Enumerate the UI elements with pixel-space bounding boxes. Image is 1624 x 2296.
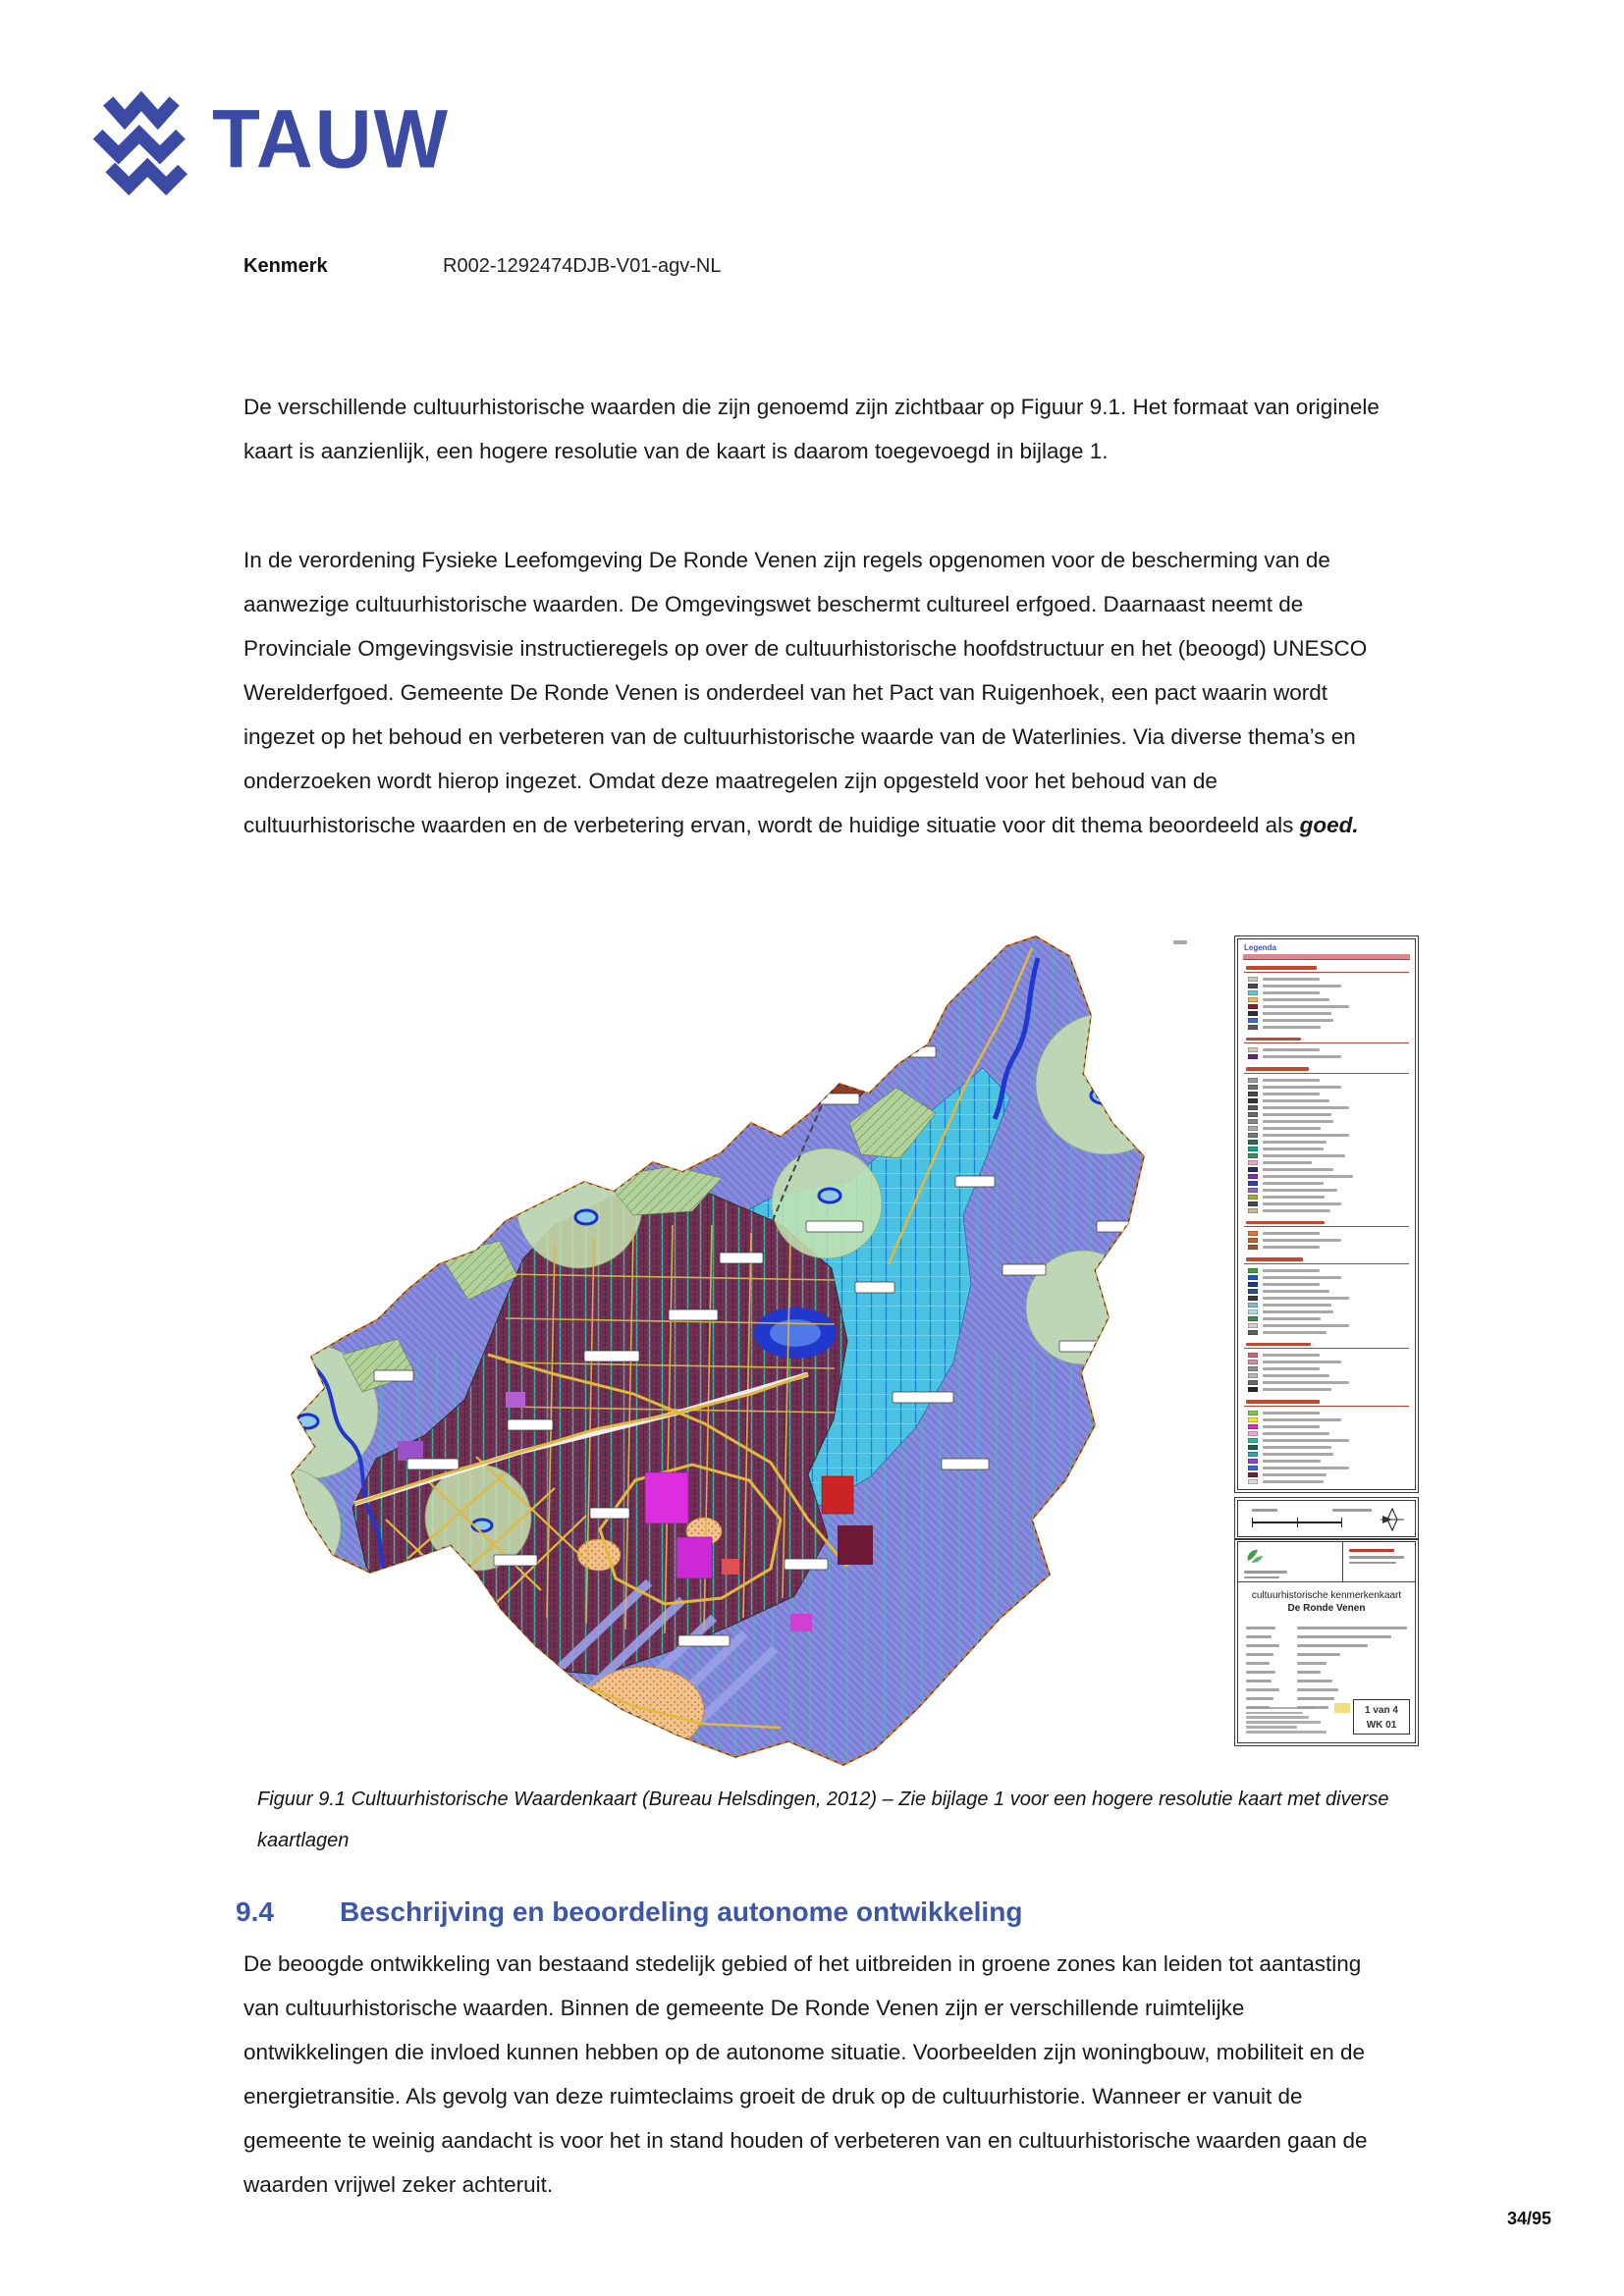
tauw-wave-icon	[88, 82, 198, 196]
titleblock-row	[1246, 1624, 1407, 1632]
sheet-code: WK 01	[1366, 1720, 1397, 1731]
legend-item	[1248, 1230, 1411, 1237]
figure-caption: Figuur 9.1 Cultuurhistorische Waardenkaart (Bureau Helsdingen, 2012) – Zie bijlage 1 voor een hogere resolutie kaart met diverse kaartlagen	[257, 1789, 1389, 1851]
legend-swatch	[1248, 1098, 1258, 1103]
legend-swatch	[1248, 1353, 1258, 1358]
legend-swatch	[1248, 1309, 1258, 1314]
legend-swatch	[1248, 1208, 1258, 1213]
legend-item-label	[1263, 1099, 1329, 1102]
legend-swatch	[1248, 1126, 1258, 1131]
legend-item	[1248, 1077, 1411, 1084]
legend-item-label	[1263, 1202, 1341, 1205]
legend-swatch	[1248, 1289, 1258, 1294]
legend-swatch	[1248, 1011, 1258, 1016]
legend-item-label	[1263, 1432, 1329, 1435]
legend-item-label	[1263, 1324, 1349, 1327]
legend-swatch	[1248, 1147, 1258, 1151]
legend-item	[1248, 1084, 1411, 1091]
sheet-number-box	[1353, 1699, 1410, 1735]
legend-item	[1248, 1010, 1411, 1017]
legend-item-label	[1263, 1460, 1321, 1463]
legend-item-label	[1263, 1317, 1321, 1320]
legend-item-label	[1263, 1381, 1349, 1384]
legend-item-label	[1263, 1290, 1329, 1293]
titleblock-title-line1: cultuurhistorische kenmerkenkaart	[1251, 1590, 1402, 1601]
legend-swatch	[1248, 1268, 1258, 1273]
legend-swatch	[1248, 1275, 1258, 1280]
legend-section-header	[1244, 1065, 1409, 1074]
legend-item	[1248, 1465, 1411, 1471]
legend-swatch	[1248, 1445, 1258, 1450]
map-titleblock	[1237, 1541, 1416, 1743]
legend-item-label	[1263, 1093, 1320, 1095]
legend-item	[1248, 1132, 1411, 1139]
legend-item	[1248, 1302, 1411, 1308]
legend-item-label	[1263, 1182, 1324, 1185]
logo-wordmark: TAUW	[212, 92, 450, 186]
kenmerk-label: Kenmerk	[244, 255, 328, 277]
legend-swatch	[1248, 1105, 1258, 1110]
legend-swatch	[1248, 1188, 1258, 1193]
legend-swatch	[1248, 1438, 1258, 1443]
legend-item	[1248, 1329, 1411, 1336]
legend-item-label	[1263, 1283, 1320, 1286]
legend-swatch	[1248, 1387, 1258, 1392]
legend-item	[1248, 1315, 1411, 1322]
scalebar-text	[1252, 1509, 1277, 1512]
legend-item-label	[1263, 1005, 1349, 1008]
titleblock-title	[1238, 1589, 1415, 1615]
legend-swatch	[1248, 1174, 1258, 1179]
legend-item-label	[1263, 1276, 1341, 1279]
legend-swatch	[1248, 1133, 1258, 1138]
legend-body	[1242, 964, 1411, 1485]
legend-item-label	[1263, 1367, 1320, 1370]
paragraph-regelgeving-text: In de verordening Fysieke Leefomgeving De Ronde Venen zijn regels opgenomen voor de bescherming van de aanwezige cultuurhistorische waarden. De Omgevingswet beschermt cultureel erfgoed. Daarnaast neemt de Provinciale Omgevingsvisie instructieregels op over de cultuurhistorische hoofdstructuur en het (beoogd) UNESCO Werelderfgoed. Gemeente De Ronde Venen is onderdeel van het Pact van Ruigenhoek, een pact waarin wordt ingezet op het behoud en verbeteren van de cultuurhistorische waarde van de Waterlinies. Via diverse thema’s en onderzoeken wordt hierop ingezet. Omdat deze maatregelen zijn opgesteld voor het behoud van de cultuurhistorische waarden en de verbetering ervan, wordt de huidige situatie voor dit thema beoordeeld als	[244, 548, 1368, 837]
legend-item	[1248, 1024, 1411, 1031]
legend-item	[1248, 1097, 1411, 1104]
legend-section-header	[1244, 964, 1409, 973]
helsdingen-logo-icon	[1244, 1547, 1266, 1565]
legend-item-label	[1263, 1127, 1321, 1130]
legend-swatch	[1248, 1238, 1258, 1243]
legend-item-label	[1263, 1086, 1341, 1089]
legend-swatch	[1248, 990, 1258, 995]
legend-item-label	[1263, 1246, 1320, 1249]
legend-item	[1248, 1437, 1411, 1444]
legend-item	[1248, 1379, 1411, 1386]
legend-swatch	[1248, 1472, 1258, 1477]
titleblock-partner-cell	[1343, 1542, 1415, 1581]
legend-item-label	[1263, 978, 1320, 981]
section-title: Beschrijving en beoordeling autonome ontwikkeling	[340, 1896, 1023, 1927]
legend-swatch	[1248, 984, 1258, 988]
legend-item	[1248, 1046, 1411, 1053]
legend-item-label	[1263, 1048, 1320, 1051]
legend-item	[1248, 983, 1411, 989]
scalebar-tick	[1297, 1518, 1298, 1527]
legend-swatch	[1248, 977, 1258, 982]
legend-item	[1248, 1201, 1411, 1207]
legend-swatch	[1248, 1092, 1258, 1096]
legend-item	[1248, 1458, 1411, 1465]
titleblock-row	[1246, 1650, 1407, 1659]
legend-item	[1248, 1478, 1411, 1485]
legend-swatch	[1248, 1078, 1258, 1083]
legend-item	[1248, 1180, 1411, 1187]
beoordeling-goed-emphasis: goed.	[1299, 813, 1359, 837]
legend-item	[1248, 1416, 1411, 1423]
titleblock-row	[1246, 1677, 1407, 1685]
legend-item-label	[1263, 1232, 1320, 1235]
paragraph-intro: De verschillende cultuurhistorische waarden die zijn genoemd zijn zichtbaar op Figuur 9.1. Het formaat van originele kaart is aanzienlijk, een hogere resolutie van de kaart is daarom toegevoegd in bijlage 1.	[244, 395, 1380, 463]
legend-swatch	[1248, 1366, 1258, 1371]
legend-item-label	[1263, 1480, 1324, 1483]
legend-item	[1248, 1104, 1411, 1111]
titleblock-logo-cell	[1238, 1542, 1343, 1581]
legend-title: Legenda	[1244, 943, 1276, 952]
legend-item-label	[1263, 1148, 1324, 1150]
titleblock-address	[1246, 1704, 1328, 1735]
legend-section-header	[1244, 1219, 1409, 1228]
legend-item-label	[1263, 1209, 1330, 1212]
kenmerk-value: R002-1292474DJB-V01-agv-NL	[443, 255, 722, 277]
legend-item-label	[1263, 1026, 1321, 1029]
legend-swatch	[1248, 1431, 1258, 1436]
scalebar-tick	[1252, 1518, 1253, 1527]
legend-swatch	[1248, 1479, 1258, 1484]
legend-item-label	[1263, 1113, 1331, 1116]
legend-item	[1248, 1365, 1411, 1372]
legend-item	[1248, 1166, 1411, 1173]
legend-swatch	[1248, 1167, 1258, 1172]
legend-swatch	[1248, 1004, 1258, 1009]
paragraph-autonome-ontwikkeling: De beoogde ontwikkeling van bestaand stedelijk gebied of het uitbreiden in groene zones kan leiden tot aantasting van cultuurhistorische waarden. Binnen de gemeente De Ronde Venen zijn er verschillende ruimtelijke ontwikkelingen die invloed kunnen hebben op de autonome situatie. Voorbeelden zijn woningbouw, mobiliteit en de energietransitie. Als gevolg van deze ruimteclaims groeit de druk op de cultuurhistorie. Wanneer er vanuit de gemeente te weinig aandacht is voor het in stand houden of verbeteren van en cultuurhistorische waarden gaan de waarden vrijwel zeker achteruit.	[244, 1951, 1368, 2197]
legend-item	[1248, 1244, 1411, 1251]
figure-cultuurhistorische-waardenkaart	[260, 931, 1424, 1767]
legend-section-header	[1244, 1255, 1409, 1264]
legend-item	[1248, 996, 1411, 1003]
legend-item-label	[1263, 1354, 1320, 1357]
legend-item	[1248, 1207, 1411, 1214]
legend-item	[1248, 1430, 1411, 1437]
legend-item-label	[1263, 1331, 1326, 1334]
legend-item	[1248, 1053, 1411, 1060]
legend-item	[1248, 1352, 1411, 1359]
legend-item-label	[1263, 1168, 1333, 1171]
legend-swatch	[1248, 1296, 1258, 1301]
titleblock-title-line2: De Ronde Venen	[1287, 1603, 1366, 1614]
legend-item-label	[1263, 1418, 1341, 1421]
legend-item	[1248, 989, 1411, 996]
legend-item	[1248, 1372, 1411, 1379]
map-town-magenta-patch	[849, 1068, 863, 1080]
legend-item-label	[1263, 1134, 1349, 1137]
legend-swatch	[1248, 1085, 1258, 1090]
legend-item-label	[1263, 1467, 1349, 1469]
legend-swatch	[1248, 1459, 1258, 1464]
titleblock-row	[1246, 1641, 1407, 1650]
page-number: 34/95	[1506, 2209, 1551, 2228]
legend-item	[1248, 1125, 1411, 1132]
map-scalebar-box	[1237, 1500, 1416, 1537]
legend-item	[1248, 1444, 1411, 1451]
section-heading	[0, 1896, 1624, 1936]
scalebar-tick	[1341, 1518, 1342, 1527]
legend-item	[1248, 1152, 1411, 1159]
legend-swatch	[1248, 1452, 1258, 1457]
legend-item-label	[1263, 1196, 1325, 1199]
legend-item	[1248, 1281, 1411, 1288]
legend-swatch	[1248, 1282, 1258, 1287]
legend-item-label	[1263, 1304, 1331, 1307]
legend-swatch	[1248, 1181, 1258, 1186]
scalebar-text	[1332, 1509, 1372, 1512]
legend-item-label	[1263, 1412, 1320, 1415]
legend-item	[1248, 1274, 1411, 1281]
legend-swatch	[1248, 1466, 1258, 1470]
legend-swatch	[1248, 1054, 1258, 1059]
legend-swatch	[1248, 1330, 1258, 1335]
titleblock-row	[1246, 1685, 1407, 1694]
sheetbox-highlight	[1334, 1703, 1350, 1713]
legend-item-label	[1263, 1388, 1331, 1391]
legend-item-label	[1263, 1374, 1329, 1377]
legend-item	[1248, 1003, 1411, 1010]
legend-section-header	[1244, 1398, 1409, 1407]
titleblock-row	[1246, 1668, 1407, 1677]
tauw-logo	[88, 82, 450, 196]
legend-swatch	[1248, 1316, 1258, 1321]
legend-swatch	[1248, 1303, 1258, 1308]
legend-item-label	[1263, 1310, 1333, 1313]
map-legend	[1237, 938, 1416, 1490]
legend-item-label	[1263, 1446, 1331, 1449]
kenmerk-row	[244, 255, 722, 278]
legend-item	[1248, 1017, 1411, 1024]
legend-swatch	[1248, 1424, 1258, 1429]
legend-swatch	[1248, 1373, 1258, 1378]
legend-item-label	[1263, 1269, 1320, 1272]
titleblock-row	[1246, 1659, 1407, 1668]
legend-swatch	[1248, 1231, 1258, 1236]
legend-item-label	[1263, 1425, 1320, 1428]
legend-item	[1248, 1146, 1411, 1152]
legend-item-label	[1263, 998, 1329, 1001]
legend-item-label	[1263, 1453, 1333, 1456]
legend-item	[1248, 1267, 1411, 1274]
legend-swatch	[1248, 1160, 1258, 1165]
titleblock-row	[1246, 1632, 1407, 1641]
legend-item	[1248, 1194, 1411, 1201]
legend-swatch	[1248, 1018, 1258, 1023]
legend-item	[1248, 976, 1411, 983]
legend-swatch	[1248, 1195, 1258, 1200]
legend-item-label	[1263, 1012, 1331, 1015]
legend-item	[1248, 1173, 1411, 1180]
legend-item	[1248, 1386, 1411, 1393]
legend-swatch	[1248, 1380, 1258, 1385]
legend-item	[1248, 1308, 1411, 1315]
map-de-ronde-venen	[260, 931, 1232, 1767]
legend-item-label	[1263, 985, 1341, 988]
legend-section-header	[1244, 1341, 1409, 1350]
legend-item-label	[1263, 1019, 1333, 1022]
legend-swatch	[1248, 997, 1258, 1002]
legend-item	[1248, 1187, 1411, 1194]
legend-swatch	[1248, 1119, 1258, 1124]
legend-item	[1248, 1237, 1411, 1244]
legend-item-label	[1263, 1297, 1349, 1300]
legend-swatch	[1248, 1201, 1258, 1206]
legend-item	[1248, 1159, 1411, 1166]
legend-item	[1248, 1139, 1411, 1146]
legend-swatch	[1248, 1112, 1258, 1117]
legend-item-label	[1263, 1055, 1341, 1058]
legend-swatch	[1248, 1025, 1258, 1030]
legend-item-label	[1263, 1120, 1333, 1123]
legend-item-label	[1263, 1473, 1326, 1476]
legend-item-label	[1263, 1079, 1320, 1082]
legend-swatch	[1248, 1417, 1258, 1422]
legend-item	[1248, 1118, 1411, 1125]
legend-item	[1248, 1423, 1411, 1430]
legend-item	[1248, 1288, 1411, 1295]
legend-item-label	[1263, 1175, 1353, 1178]
north-arrow-icon	[1380, 1508, 1405, 1531]
legend-top-band	[1243, 954, 1410, 960]
section-number: 9.4	[236, 1896, 274, 1927]
legend-item	[1248, 1111, 1411, 1118]
legend-item-label	[1263, 991, 1320, 994]
legend-item	[1248, 1359, 1411, 1365]
legend-swatch	[1248, 1153, 1258, 1158]
legend-item	[1248, 1410, 1411, 1416]
legend-item	[1248, 1471, 1411, 1478]
legend-item-label	[1263, 1239, 1341, 1242]
legend-item	[1248, 1295, 1411, 1302]
legend-item-label	[1263, 1189, 1337, 1192]
legend-swatch	[1248, 1323, 1258, 1328]
paragraph-regelgeving	[244, 538, 1390, 847]
legend-item-label	[1263, 1161, 1312, 1164]
titleblock-header	[1238, 1542, 1415, 1582]
legend-item-label	[1263, 1439, 1349, 1442]
legend-swatch	[1248, 1140, 1258, 1145]
legend-swatch	[1248, 1360, 1258, 1364]
legend-swatch	[1248, 1245, 1258, 1250]
legend-item	[1248, 1091, 1411, 1097]
legend-item-label	[1263, 1154, 1345, 1157]
legend-item	[1248, 1451, 1411, 1458]
legend-swatch	[1248, 1047, 1258, 1052]
legend-item-label	[1263, 1141, 1326, 1144]
legend-item-label	[1263, 1106, 1349, 1109]
legend-swatch	[1248, 1411, 1258, 1415]
map-town-cluster	[806, 1021, 881, 1101]
legend-item	[1248, 1322, 1411, 1329]
legend-item-label	[1263, 1361, 1341, 1363]
legend-section-header	[1244, 1036, 1409, 1044]
sheet-number: 1 van 4	[1365, 1705, 1398, 1716]
